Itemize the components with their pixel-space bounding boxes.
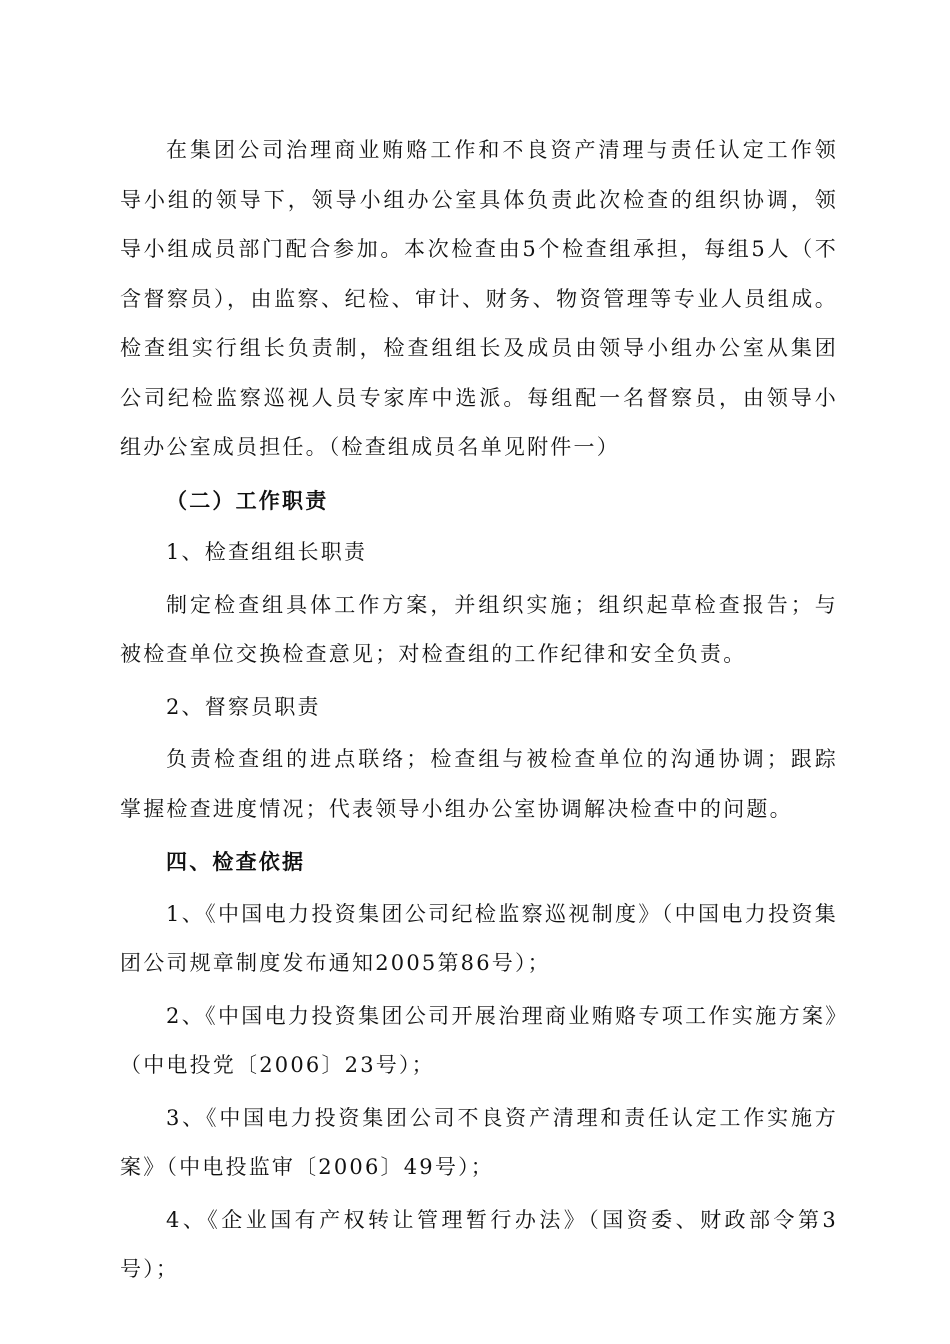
section-heading-inspection-basis: 四、检查依据	[166, 849, 306, 874]
section-heading-work-duties: （二）工作职责	[166, 487, 329, 513]
basis-item-4: 4、《企业国有产权转让管理暂行办法》（国资委、财政部令第3号）；	[120, 1207, 838, 1281]
subheading-team-leader-duties: 1、检查组组长职责	[166, 540, 368, 564]
body-paragraph-organization: 在集团公司治理商业贿赂工作和不良资产清理与责任认定工作领导小组的领导下，领导小组办公室具体负责此次检查的组织协调，领导小组成员部门配合参加。本次检查由5个检查组承担，每组5人（不含督察员），由监察、纪检、审计、财务、物资管理等专业人员组成。检查组实行组长负责制，检查组组长及成员由领导小组办公室从集团公司纪检监察巡视人员专家库中选派。每组配一名督察员，由领导小组办公室成员担任。（检查组成员名单见附件一）	[120, 138, 838, 459]
body-paragraph-supervisor-duties: 负责检查组的进点联络；检查组与被检查单位的沟通协调；跟踪掌握检查进度情况；代表领导小组办公室协调解决检查中的问题。	[120, 747, 838, 821]
subheading-supervisor-duties: 2、督察员职责	[166, 694, 321, 719]
basis-item-1: 1、《中国电力投资集团公司纪检监察巡视制度》（中国电力投资集团公司规章制度发布通知2005第86号）；	[120, 901, 838, 975]
basis-item-2: 2、《中国电力投资集团公司开展治理商业贿赂专项工作实施方案》（中电投党〔2006〕23号）；	[120, 1003, 838, 1077]
body-paragraph-team-leader-duties: 制定检查组具体工作方案，并组织实施；组织起草检查报告；与被检查单位交换检查意见；对检查组的工作纪律和安全负责。	[120, 592, 838, 666]
document-page	[120, 126, 838, 1298]
basis-item-3: 3、《中国电力投资集团公司不良资产清理和责任认定工作实施方案》（中电投监审〔2006〕49号）；	[120, 1105, 838, 1179]
